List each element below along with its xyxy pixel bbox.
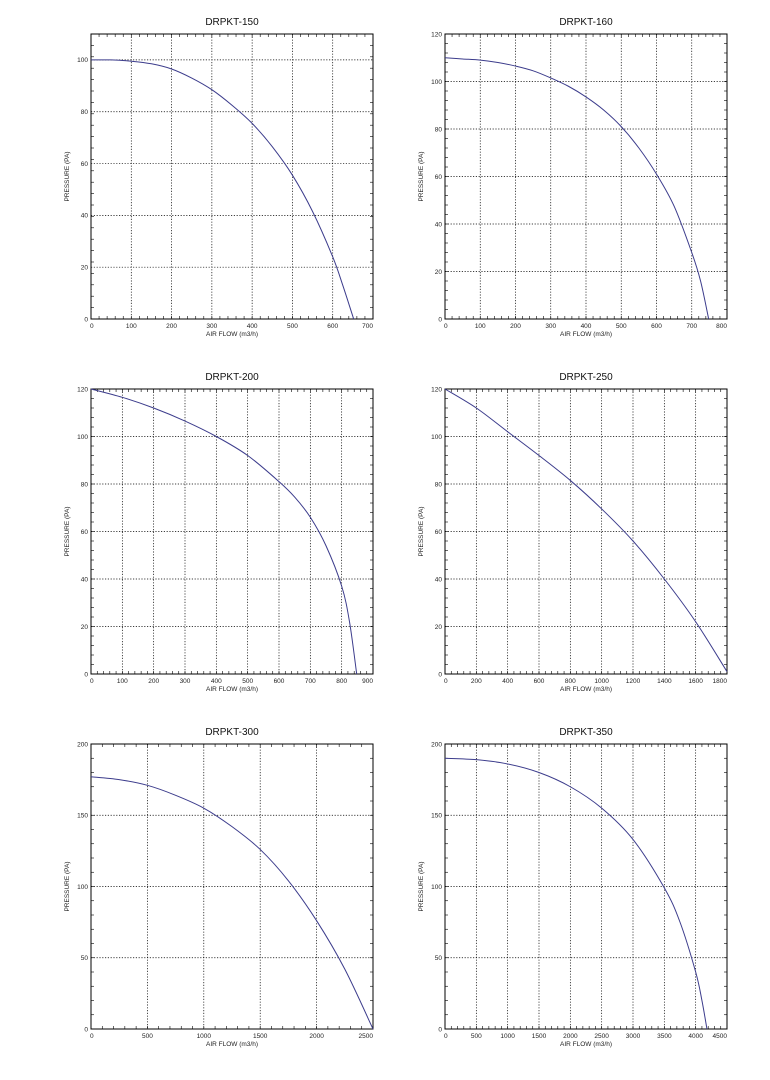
x-tick-label: 0 — [90, 678, 94, 685]
x-tick-label: 1000 — [196, 1033, 212, 1040]
x-tick-label: 1600 — [688, 678, 703, 685]
x-tick-label: 1400 — [657, 678, 672, 685]
chart-drpkt-150 — [64, 17, 373, 338]
x-tick-label: 300 — [545, 323, 557, 330]
x-axis-label: AIR FLOW (m3/h) — [559, 686, 613, 693]
y-tick-label: 60 — [434, 173, 442, 181]
x-tick-label: 0 — [90, 1033, 94, 1040]
chart-drpkt-250 — [418, 372, 727, 693]
y-tick-label: 60 — [434, 528, 442, 536]
y-tick-label: 120 — [431, 31, 442, 39]
y-tick-label: 50 — [80, 955, 88, 963]
chart-title: DRPKT-300 — [205, 727, 259, 738]
y-tick-label: 120 — [431, 386, 442, 394]
chart-title: DRPKT-160 — [559, 17, 613, 28]
y-tick-label: 0 — [438, 1026, 442, 1034]
x-axis-label: AIR FLOW (m3/h) — [559, 331, 613, 338]
x-tick-label: 4500 — [712, 1033, 727, 1040]
x-tick-label: 2500 — [594, 1033, 609, 1040]
x-tick-label: 500 — [286, 323, 298, 330]
x-axis-label: AIR FLOW (m3/h) — [559, 1041, 613, 1048]
x-tick-label: 0 — [444, 323, 448, 330]
y-tick-label: 40 — [80, 212, 88, 220]
x-tick-label: 0 — [444, 1033, 448, 1040]
y-axis-label: PRESSURE (PA) — [64, 506, 71, 557]
chart-drpkt-200 — [64, 372, 373, 693]
x-tick-label: 2000 — [563, 1033, 578, 1040]
y-tick-label: 40 — [434, 576, 442, 584]
x-tick-label: 700 — [304, 678, 316, 685]
y-tick-label: 100 — [77, 433, 88, 441]
y-axis-label: PRESSURE (PA) — [418, 861, 425, 912]
y-tick-label: 80 — [80, 481, 88, 489]
y-tick-label: 0 — [438, 671, 442, 679]
chart-drpkt-300 — [64, 727, 373, 1048]
y-tick-label: 40 — [434, 221, 442, 229]
x-tick-label: 400 — [210, 678, 222, 685]
x-tick-label: 100 — [125, 323, 137, 330]
x-tick-label: 1000 — [594, 678, 609, 685]
x-tick-label: 600 — [533, 678, 545, 685]
x-tick-label: 3500 — [657, 1033, 672, 1040]
y-axis-label: PRESSURE (PA) — [418, 151, 425, 202]
pressure-curve — [445, 58, 709, 319]
x-tick-label: 1000 — [500, 1033, 515, 1040]
x-tick-label: 200 — [470, 678, 482, 685]
y-tick-label: 60 — [80, 528, 88, 536]
x-tick-label: 400 — [502, 678, 514, 685]
x-tick-label: 2000 — [309, 1033, 324, 1040]
x-tick-label: 500 — [615, 323, 627, 330]
y-tick-label: 150 — [77, 812, 88, 820]
pressure-curve — [445, 389, 727, 672]
x-tick-label: 1500 — [531, 1033, 547, 1040]
y-axis-label: PRESSURE (PA) — [418, 506, 425, 557]
chart-title: DRPKT-350 — [559, 727, 613, 738]
y-tick-label: 60 — [80, 160, 88, 168]
x-tick-label: 500 — [470, 1033, 482, 1040]
y-tick-label: 20 — [80, 623, 88, 631]
x-tick-label: 100 — [474, 323, 486, 330]
x-tick-label: 3000 — [625, 1033, 641, 1040]
y-tick-label: 50 — [434, 955, 442, 963]
chart-drpkt-350 — [418, 727, 727, 1048]
x-tick-label: 900 — [362, 678, 373, 685]
x-tick-label: 300 — [179, 678, 191, 685]
x-axis-label: AIR FLOW (m3/h) — [205, 1041, 259, 1048]
y-tick-label: 20 — [80, 264, 88, 272]
plot-frame — [91, 34, 373, 319]
x-tick-label: 800 — [564, 678, 576, 685]
x-tick-label: 300 — [206, 323, 218, 330]
x-tick-label: 2500 — [358, 1033, 373, 1040]
x-tick-label: 1800 — [712, 678, 727, 685]
x-tick-label: 200 — [166, 323, 178, 330]
y-tick-label: 80 — [80, 109, 88, 117]
x-axis-label: AIR FLOW (m3/h) — [205, 686, 259, 693]
y-tick-label: 0 — [84, 316, 88, 324]
x-tick-label: 600 — [327, 323, 339, 330]
y-tick-label: 100 — [431, 883, 442, 891]
x-tick-label: 600 — [273, 678, 285, 685]
chart-drpkt-160 — [418, 17, 727, 338]
y-tick-label: 100 — [431, 433, 442, 441]
pressure-curve — [91, 60, 354, 319]
x-axis-label: AIR FLOW (m3/h) — [205, 331, 259, 338]
y-tick-label: 120 — [77, 386, 88, 394]
y-tick-label: 20 — [434, 623, 442, 631]
x-tick-label: 500 — [141, 1033, 153, 1040]
y-tick-label: 0 — [84, 1026, 88, 1034]
x-tick-label: 500 — [242, 678, 254, 685]
x-tick-label: 1500 — [252, 1033, 268, 1040]
y-tick-label: 0 — [438, 316, 442, 324]
chart-title: DRPKT-150 — [205, 17, 259, 28]
y-tick-label: 20 — [434, 268, 442, 276]
x-tick-label: 400 — [580, 323, 592, 330]
chart-title: DRPKT-250 — [559, 372, 613, 383]
y-tick-label: 150 — [431, 812, 442, 820]
x-tick-label: 600 — [651, 323, 662, 330]
y-tick-label: 40 — [80, 576, 88, 584]
y-tick-label: 100 — [77, 57, 88, 65]
x-tick-label: 400 — [246, 323, 258, 330]
pressure-curve — [91, 777, 373, 1029]
chart-title: DRPKT-200 — [205, 372, 259, 383]
y-tick-label: 200 — [77, 741, 88, 749]
pressure-curve — [445, 758, 707, 1029]
x-tick-label: 800 — [716, 323, 727, 330]
x-tick-label: 100 — [116, 678, 128, 685]
x-tick-label: 800 — [336, 678, 348, 685]
y-tick-label: 0 — [84, 671, 88, 679]
y-tick-label: 200 — [431, 741, 442, 749]
x-tick-label: 1200 — [625, 678, 641, 685]
x-tick-label: 0 — [444, 678, 448, 685]
x-tick-label: 200 — [510, 323, 521, 330]
x-tick-label: 0 — [90, 323, 94, 330]
y-tick-label: 100 — [431, 78, 442, 86]
y-axis-label: PRESSURE (PA) — [64, 151, 71, 202]
y-tick-label: 80 — [434, 481, 442, 489]
x-tick-label: 700 — [362, 323, 373, 330]
y-axis-label: PRESSURE (PA) — [64, 861, 71, 912]
x-tick-label: 4000 — [688, 1033, 703, 1040]
x-tick-label: 700 — [686, 323, 698, 330]
y-tick-label: 80 — [434, 126, 442, 134]
x-tick-label: 200 — [148, 678, 160, 685]
y-tick-label: 100 — [77, 883, 88, 891]
